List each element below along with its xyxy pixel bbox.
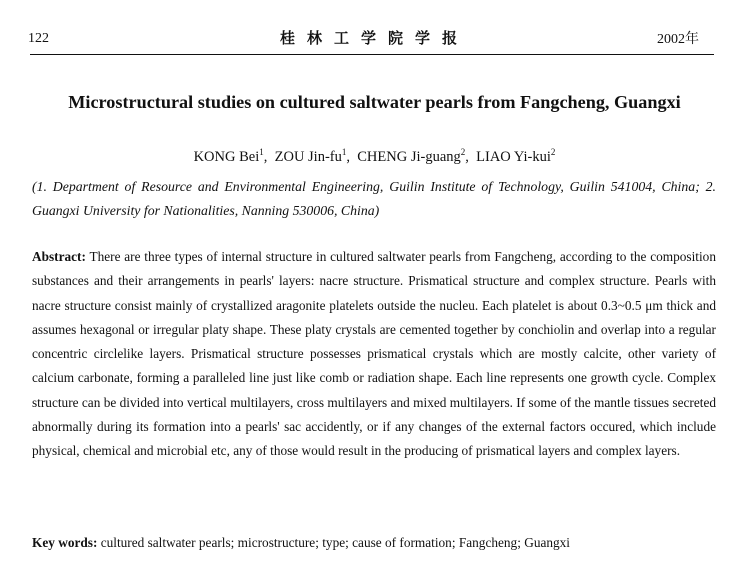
affiliation-marker: 2: [460, 147, 466, 157]
affiliation-marker: 1: [341, 147, 347, 157]
author-name: LIAO Yi-kui: [476, 148, 551, 165]
publication-year: 2002年: [657, 32, 699, 47]
author-name: KONG Bei: [193, 148, 260, 165]
abstract: [32, 245, 716, 464]
journal-name: 桂林工学院学报: [279, 31, 469, 47]
author-name: CHENG Ji-guang: [357, 148, 461, 165]
affiliation-marker: 2: [550, 147, 556, 157]
author-list: KONG Bei$^1$, ZOU Jin-$fu^1$, CHENG Ji-guang$^2$, LIAO Yi-kui$^2$: [193, 147, 556, 165]
page-number: 122: [28, 31, 49, 46]
author-name: ZOU Jin-fu: [274, 148, 342, 165]
affiliations: (1. Department of Resource and Environmental Engineering, Guilin Institute of Technology, Guilin 541004, China; 2. Guangxi University for Nationalities, Nanning 530006, China): [32, 179, 716, 218]
paper-title: Microstructural studies on cultured saltwater pearls from Fangcheng, Guangxi: [68, 92, 681, 112]
abstract-text: There are three types of internal structure in cultured saltwater pearls from Fangcheng, according to the composition substances and their arrangements in pearls' layers: nacre structure. Prismatical structure and complex structure. Pearls with nacre structure consist mainly of crystallized aragonite platelets outside the nucleu. Each platelet is about 0.3~0.5 μm thick and assumes hexagonal or irregular platy shape. These platy crystals are cemented together by conchiolin and overlap into a regular concentric circlelike layers. Prismatical structure possesses prismatical crystals which are mostly calcite, other variety of calcium carbonate, forming a paralleled line just like comb or radiation shape. Each line represents one growth cycle. Complex structure can be divided into vertical multilayers, cross multilayers and mixed multilayers. If some of the mantle tissues secreted abnormally during its formation into a pearls' sac accidently, or if any changes of the external factors occured, which include physical, chemical and microbial etc, any of those would result in the producing of prismatical layers and complex layers.: [32, 249, 716, 459]
keywords-label: Key words:: [32, 535, 98, 550]
header-rule: [30, 54, 714, 55]
affiliation-marker: 1: [259, 147, 264, 157]
page-header: [0, 0, 749, 60]
keywords: [32, 535, 716, 551]
keywords-text: cultured saltwater pearls; microstructure; type; cause of formation; Fangcheng; Guangxi: [100, 535, 571, 550]
abstract-label: Abstract:: [32, 249, 86, 264]
